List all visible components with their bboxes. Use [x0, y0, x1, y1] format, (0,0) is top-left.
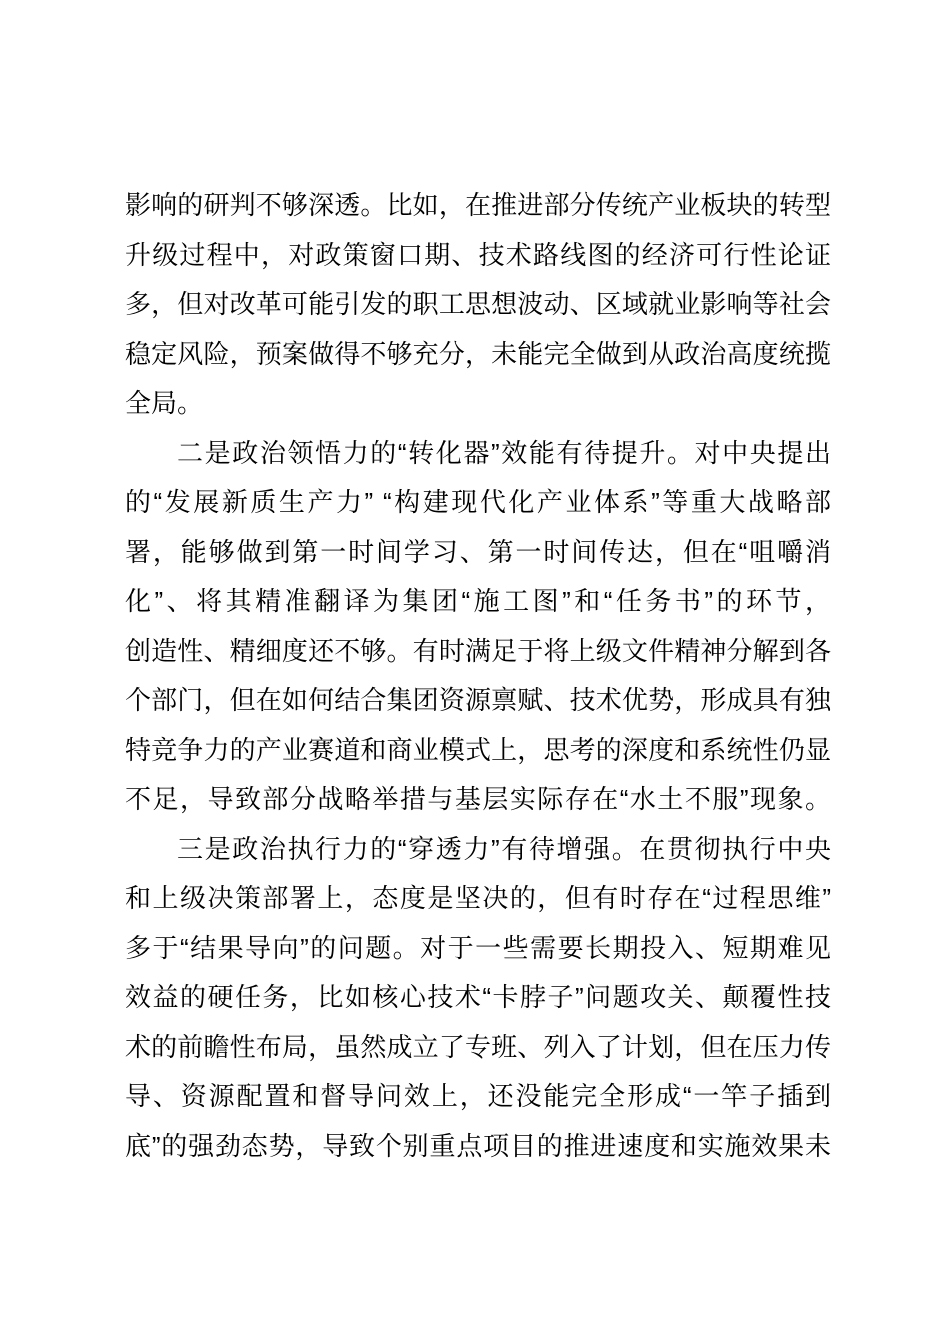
text-line: 影响的研判不够深透。比如，在推进部分传统产业板块的转型: [125, 190, 831, 220]
text-line: 效益的硬任务，比如核心技术“卡脖子”问题攻关、颠覆性技: [125, 982, 831, 1012]
text-line: 和上级决策部署上，态度是坚决的，但有时存在“过程思维”: [125, 883, 831, 913]
text-line: 全局。: [125, 388, 204, 418]
text-line: 不足，导致部分战略举措与基层实际存在“水土不服”现象。: [125, 784, 831, 814]
text-line: 二是政治领悟力的“转化器”效能有待提升。对中央提出: [177, 437, 831, 468]
text-line: 导、资源配置和督导问效上，还没能完全形成“一竿子插到: [125, 1081, 831, 1111]
text-line: 署，能够做到第一时间学习、第一时间传达，但在“咀嚼消: [125, 536, 831, 567]
text-line: 底”的强劲态势，导致个别重点项目的推进速度和实施效果未: [125, 1130, 831, 1161]
paragraph: [125, 825, 831, 1172]
text-line: 特竞争力的产业赛道和商业模式上，思考的深度和系统性仍显: [125, 734, 831, 765]
text-line: 创造性、精细度还不够。有时满足于将上级文件精神分解到各: [125, 635, 831, 666]
text-line: 升级过程中，对政策窗口期、技术路线图的经济可行性论证: [125, 239, 831, 270]
text-line: 化”、将其精准翻译为集团“施工图”和“任务书”的环节，: [125, 586, 831, 616]
text-line: 稳定风险，预案做得不够充分，未能完全做到从政治高度统揽: [125, 338, 831, 369]
text-line: 个部门，但在如何结合集团资源禀赋、技术优势，形成具有独: [125, 685, 831, 715]
text-line: 多，但对改革可能引发的职工思想波动、区域就业影响等社会: [125, 289, 831, 319]
paragraph: [125, 429, 831, 825]
text-line: 的“发展新质生产力” “构建现代化产业体系”等重大战略部: [125, 487, 831, 517]
paragraph: [125, 181, 831, 429]
text-line: 三是政治执行力的“穿透力”有待增强。在贯彻执行中央: [177, 833, 831, 864]
text-line: 术的前瞻性布局，虽然成立了专班、列入了计划，但在压力传: [125, 1031, 831, 1062]
text-line: 多于“结果导向”的问题。对于一些需要长期投入、短期难见: [125, 932, 831, 963]
document-body: [125, 181, 831, 1171]
